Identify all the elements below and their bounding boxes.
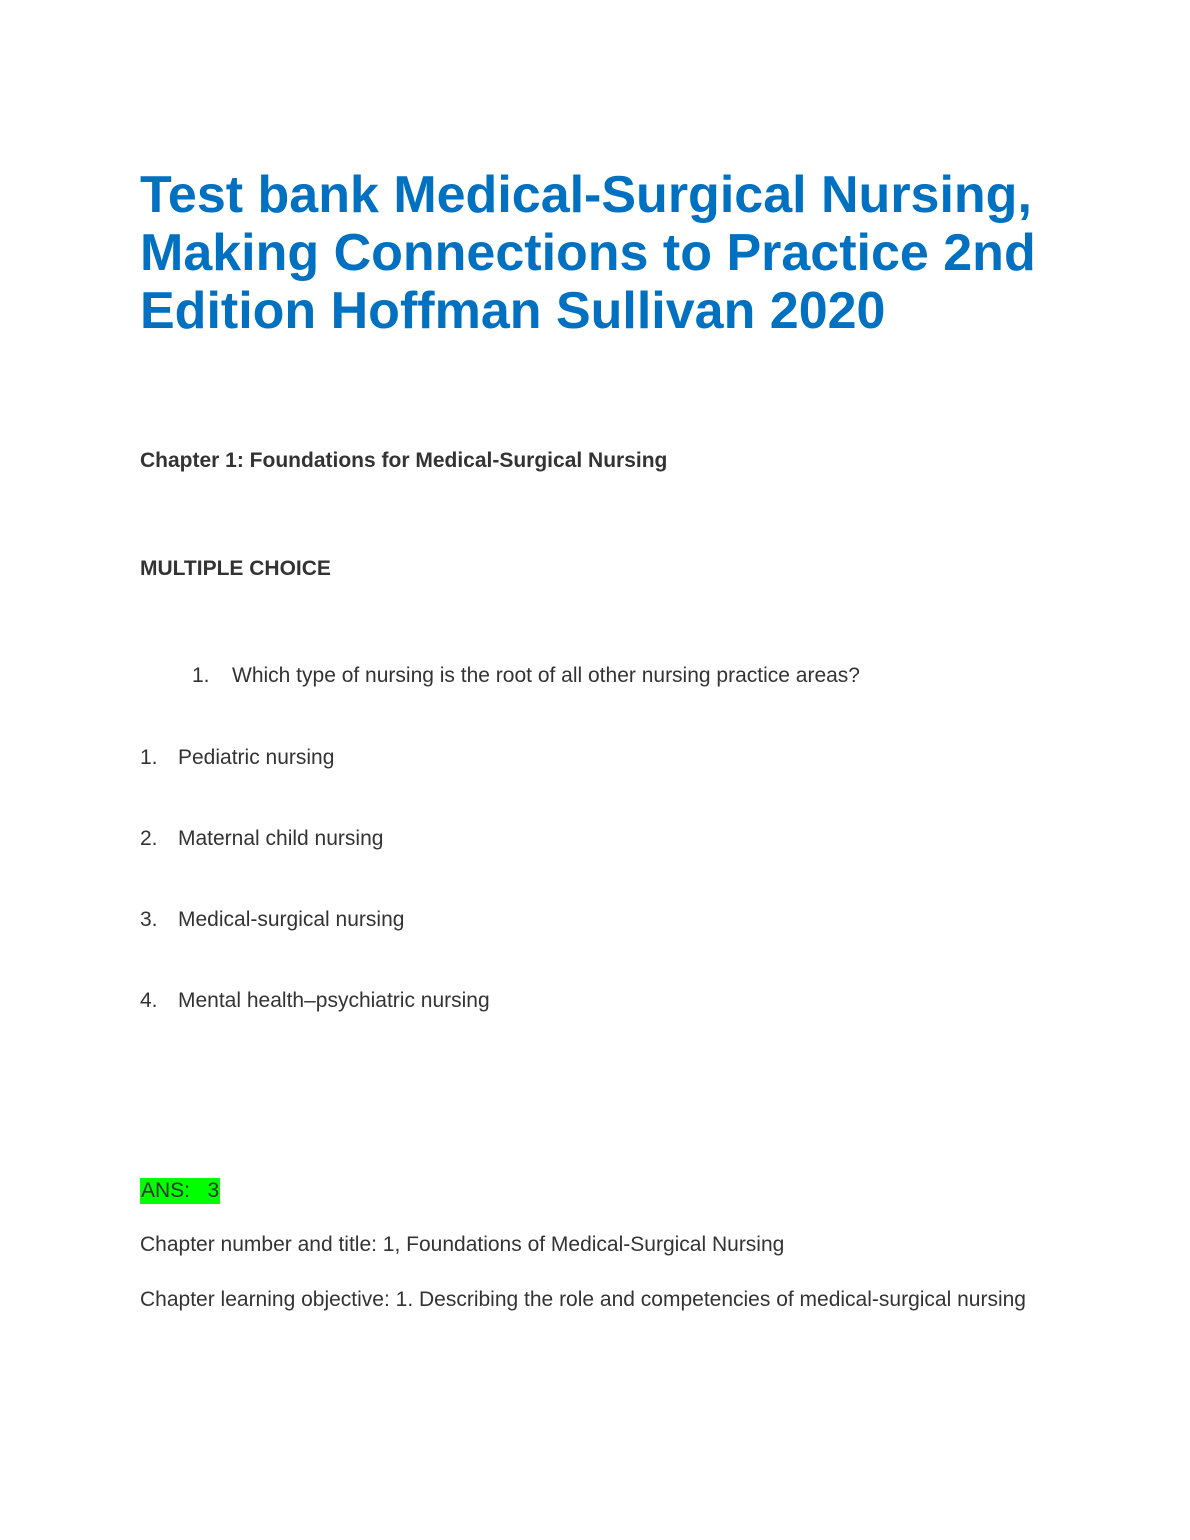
chapter-number-and-title: Chapter number and title: 1, Foundations of Medical-Surgical Nursing bbox=[140, 1233, 785, 1256]
answer-option-2 bbox=[140, 826, 383, 852]
question-text: Which type of nursing is the root of all other nursing practice areas? bbox=[232, 664, 860, 687]
option-text: Medical-surgical nursing bbox=[178, 908, 405, 931]
option-text: Maternal child nursing bbox=[178, 827, 384, 850]
option-number: 3. bbox=[140, 908, 158, 931]
section-heading: MULTIPLE CHOICE bbox=[140, 557, 331, 580]
option-number: 4. bbox=[140, 989, 158, 1012]
question-1 bbox=[192, 663, 860, 689]
answer-option-3 bbox=[140, 907, 404, 933]
answer-option-4 bbox=[140, 988, 490, 1014]
option-text: Mental health–psychiatric nursing bbox=[178, 989, 490, 1012]
option-number: 1. bbox=[140, 746, 158, 769]
option-text: Pediatric nursing bbox=[178, 746, 335, 769]
option-number: 2. bbox=[140, 827, 158, 850]
answer-key: ANS: 3 bbox=[141, 1179, 220, 1202]
document-title: Test bank Medical-Surgical Nursing, Making Connections to Practice 2nd Edition Hoffman Sullivan 2020 bbox=[140, 166, 1036, 340]
learning-objective: Chapter learning objective: 1. Describing the role and competencies of medical-surgical nursing bbox=[140, 1288, 1026, 1311]
chapter-heading: Chapter 1: Foundations for Medical-Surgical Nursing bbox=[140, 449, 668, 472]
answer-option-1 bbox=[140, 745, 334, 771]
question-number: 1. bbox=[192, 664, 210, 687]
